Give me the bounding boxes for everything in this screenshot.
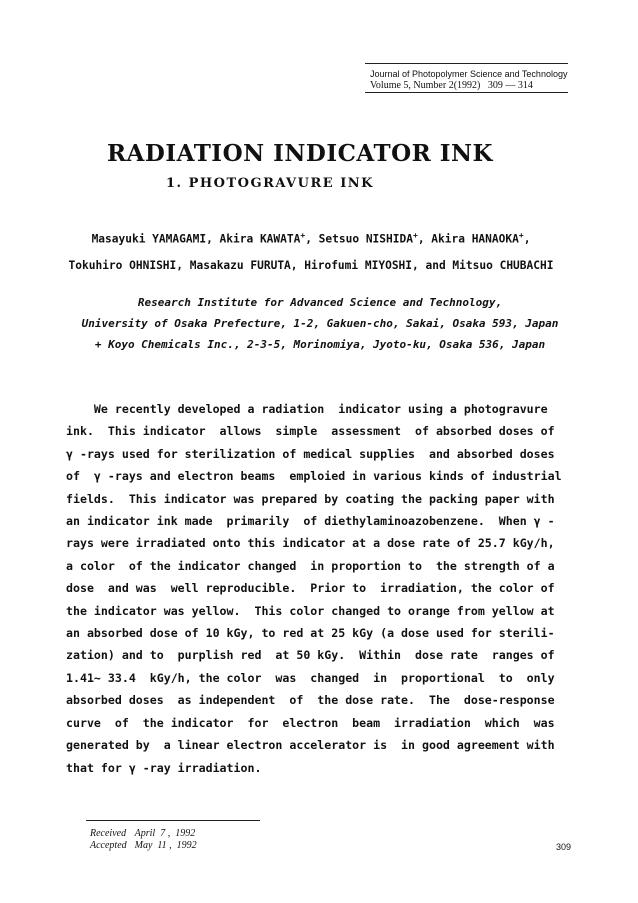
abstract-line-text: an absorbed dose of 10 kGy, to red at 25 kGy (a dose used for sterili- [66, 626, 555, 641]
abstract-line [66, 667, 555, 689]
header-rule-bottom [365, 92, 568, 93]
abstract-line [66, 465, 562, 487]
abstract-line-text: 1.41~ 33.4 kGy/h, the color was changed in proportional to only [66, 670, 555, 685]
author-line-2: Tokuhiro OHNISHI, Masakazu FURUTA, Hirofumi MIYOSHI, and Mitsuo CHUBACHI [68, 258, 554, 272]
abstract-line-text: curve of the indicator for electron beam irradiation which was [66, 715, 555, 730]
abstract-line [66, 712, 555, 734]
page-number: 309 [556, 842, 572, 852]
author-line-1 [0, 223, 622, 253]
abstract-line [66, 644, 555, 666]
abstract-line-text: zation) and to purplish red at 50 kGy. Within dose rate ranges of [66, 648, 555, 663]
abstract-line [66, 443, 555, 465]
affiliation-line-1: Research Institute for Advanced Science and Technology, [137, 296, 503, 309]
abstract-line [66, 532, 555, 554]
affiliation-line-3: + Koyo Chemicals Inc., 2-3-5, Morinomiya, Jyoto-ku, Osaka 536, Japan [94, 338, 546, 351]
received-date: April 7 , 1992 [134, 828, 196, 839]
abstract-line-text: of γ -rays and electron beams emploied in various kinds of industrial [66, 469, 562, 484]
abstract-line-text: the indicator was yellow. This color changed to orange from yellow at [66, 603, 555, 618]
authors-part-c: , Akira HANAOKA [417, 232, 519, 246]
affiliation-mark: + [300, 231, 306, 240]
journal-volume: Volume 5, Number 2(1992) 309 — 314 [370, 80, 533, 91]
paper-subtitle: 1. PHOTOGRAVURE INK [166, 176, 374, 191]
abstract-line [66, 600, 555, 622]
abstract-line-text: γ -rays used for sterilization of medical supplies and absorbed doses [66, 446, 555, 461]
abstract-line-text: a color of the indicator changed in proportion to the strength of a [66, 558, 555, 573]
abstract-line [66, 734, 555, 756]
accepted-row [90, 840, 205, 852]
abstract-line-text: an indicator ink made primarily of diethylaminoazobenzene. When γ - [66, 514, 555, 529]
abstract [66, 398, 562, 779]
journal-header [370, 68, 567, 92]
footnote-rule [86, 820, 260, 821]
abstract-line [66, 398, 548, 420]
affiliation-line-2: University of Osaka Prefecture, 1-2, Gakuen-cho, Sakai, Osaka 593, Japan [81, 317, 559, 330]
received-row [90, 828, 205, 840]
header-rule-top [365, 63, 568, 64]
abstract-line-text: rays were irradiated onto this indicator at a dose rate of 25.7 kGy/h, [66, 536, 555, 551]
paper-title: RADIATION INDICATOR INK [106, 140, 494, 167]
abstract-line [66, 420, 555, 442]
abstract-line [66, 689, 555, 711]
abstract-line [66, 510, 555, 532]
accepted-label: Accepted [90, 840, 127, 851]
abstract-line [66, 577, 555, 599]
abstract-line-text: generated by a linear electron accelerator is in good agreement with [66, 738, 555, 753]
accepted-date: May 11 , 1992 [134, 840, 197, 851]
journal-name: Journal of Photopolymer Science and Technology [370, 69, 568, 79]
affiliation-mark: + [518, 231, 524, 240]
abstract-line [66, 622, 555, 644]
affiliation-block [0, 292, 638, 355]
received-label: Received [90, 828, 127, 839]
abstract-line-text: absorbed doses as independent of the dose rate. The dose-response [66, 693, 555, 708]
abstract-line-text: We recently developed a radiation indicator using a photogravure [66, 402, 548, 416]
abstract-last-line: that for γ -ray irradiation. [66, 760, 262, 775]
abstract-line-text: ink. This indicator allows simple assessment of absorbed doses of [66, 424, 555, 439]
abstract-line-text: fields. This indicator was prepared by coating the packing paper with [66, 491, 555, 506]
abstract-line-text: dose and was well reproducible. Prior to irradiation, the color of [66, 581, 555, 596]
authors-part-d: , [523, 232, 531, 246]
abstract-line [66, 488, 555, 510]
authors-part-a: Masayuki YAMAGAMI, Akira KAWATA [91, 232, 301, 246]
author-list [0, 223, 622, 279]
date-table [90, 828, 205, 852]
authors-part-b: , Setsuo NISHIDA [305, 232, 413, 246]
affiliation-mark: + [412, 231, 418, 240]
abstract-line [66, 555, 555, 577]
